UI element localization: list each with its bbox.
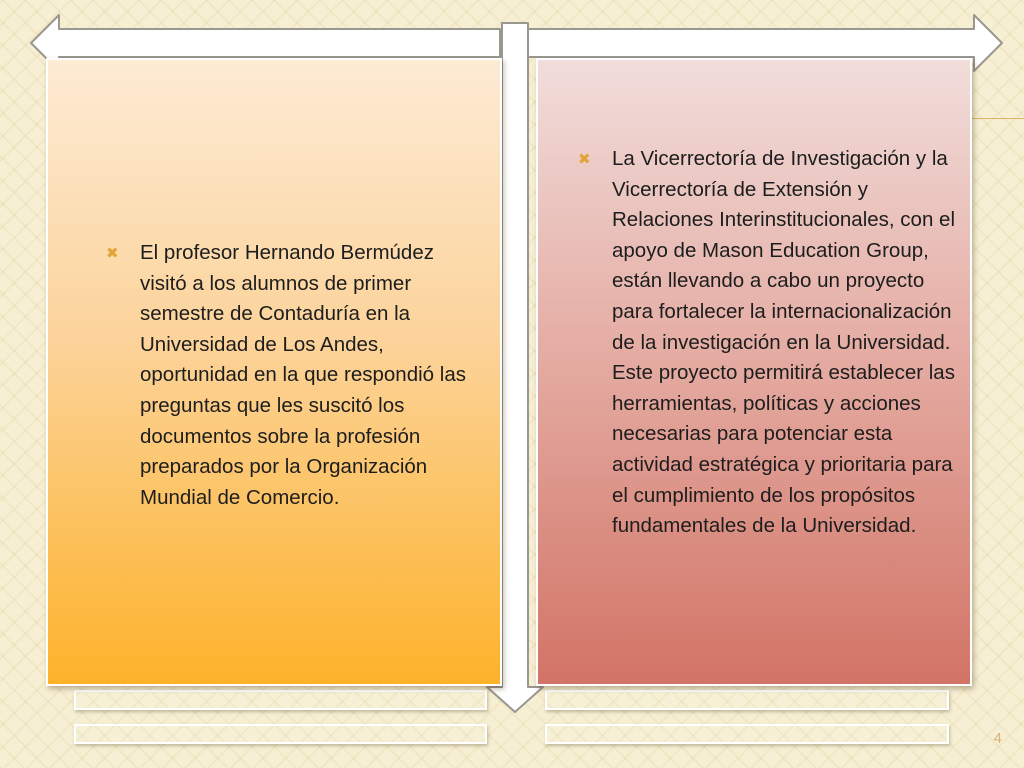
star-bullet-icon: ✖: [106, 244, 119, 262]
bottom-box-left-1: [74, 690, 487, 710]
bottom-box-left-2: [74, 724, 487, 744]
left-content-panel: [46, 58, 502, 686]
slide-page-number: 4: [993, 730, 1002, 747]
right-bullet-item: [578, 144, 956, 542]
right-content-panel: [536, 58, 972, 686]
left-bullet-text: El profesor Hernando Bermúdez visitó a los alumnos de primer semestre de Contaduría en la Universidad de Los Andes, oportunidad en la que respondió las preguntas que les suscitó los documentos sobre la profesión preparados por la Organización Mundial de Comercio.: [140, 241, 466, 509]
right-bullet-text: La Vicerrectoría de Investigación y la Vicerrectoría de Extensión y Relaciones Interinstitucionales, con el apoyo de Mason Education Group, están llevando a cabo un proyecto para fortalecer la internacionalización de la investigación en la Universidad. Este proyecto permitirá establecer las herramientas, políticas y acciones necesarias para potenciar esta actividad estratégica y prioritaria para el cumplimiento de los propósitos fundamentales de la Universidad.: [612, 147, 955, 538]
bottom-box-right-1: [545, 690, 949, 710]
left-bullet-item: [106, 238, 486, 513]
star-bullet-icon: ✖: [578, 150, 591, 168]
bottom-box-right-2: [545, 724, 949, 744]
